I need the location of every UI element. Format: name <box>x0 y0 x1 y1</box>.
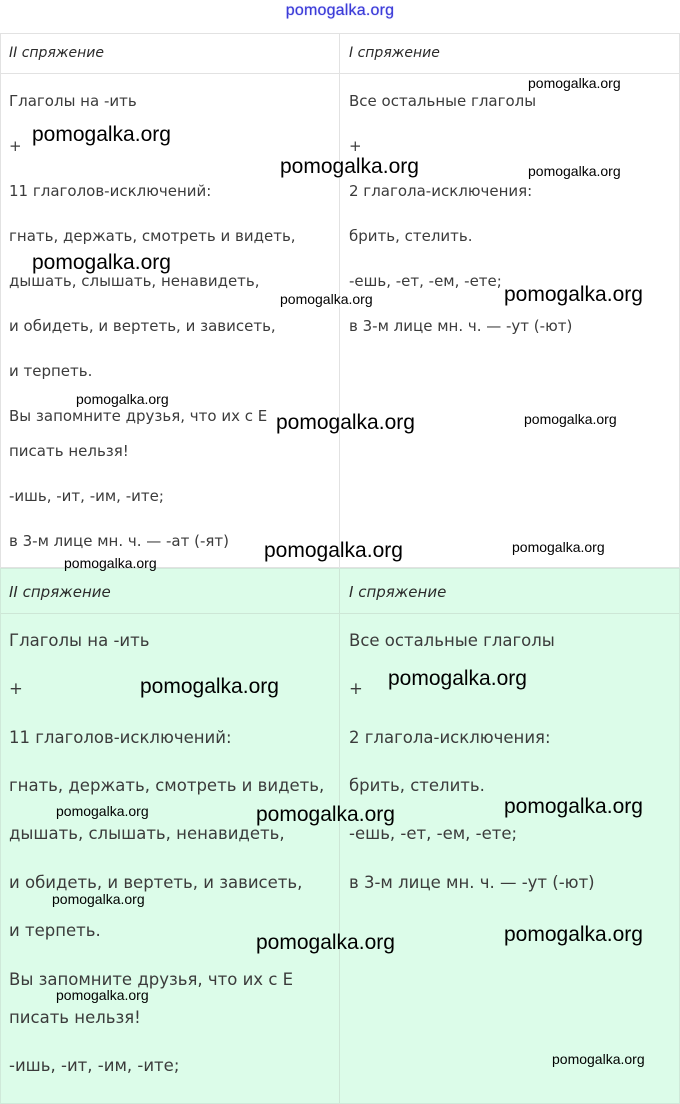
watermark: pomogalka.org <box>140 675 279 698</box>
watermark: pomogalka.org <box>256 931 395 954</box>
watermark: pomogalka.org <box>32 251 171 274</box>
watermark: pomogalka.org <box>52 891 145 907</box>
left-line: Глаголы на -ить <box>9 631 150 650</box>
header-second-conjugation: II спряжение <box>9 45 104 61</box>
watermark: pomogalka.org <box>264 539 403 562</box>
watermark: pomogalka.org <box>528 163 621 179</box>
watermark: pomogalka.org <box>504 283 643 306</box>
right-line: -ешь, -ет, -ем, -ете; <box>349 824 518 843</box>
watermark: pomogalka.org <box>280 155 419 178</box>
watermark: pomogalka.org <box>56 803 149 819</box>
right-line: -ешь, -ет, -ем, -ете; <box>349 272 502 290</box>
watermark: pomogalka.org <box>504 923 643 946</box>
left-line: дышать, слышать, ненавидеть, <box>9 272 260 290</box>
header-second-conjugation: II спряжение <box>9 583 111 601</box>
left-line: 11 глаголов-исключений: <box>9 182 212 200</box>
right-line: + <box>349 679 363 698</box>
left-line: в 3-м лице мн. ч. — -ат (-ят) <box>9 532 230 550</box>
right-line: в 3-м лице мн. ч. — -ут (-ют) <box>349 873 595 892</box>
left-line: гнать, держать, смотреть и видеть, <box>9 227 296 245</box>
watermark: pomogalka.org <box>528 75 621 91</box>
header-divider <box>1 613 679 614</box>
right-line: + <box>349 137 362 155</box>
conjugation-table-2 <box>0 568 680 1104</box>
left-line: Вы запомните друзья, что их с Е <box>9 970 294 989</box>
header-first-conjugation: I спряжение <box>349 45 440 61</box>
header-divider <box>1 73 679 74</box>
left-line: гнать, держать, смотреть и видеть, <box>9 776 325 795</box>
watermark: pomogalka.org <box>256 803 395 826</box>
column-divider <box>339 569 340 1103</box>
watermark: pomogalka.org <box>76 391 169 407</box>
right-line: брить, стелить. <box>349 776 485 795</box>
left-line: дышать, слышать, ненавидеть, <box>9 824 285 843</box>
right-line: Все остальные глаголы <box>349 631 555 650</box>
left-line: и обидеть, и вертеть, и зависеть, <box>9 873 303 892</box>
left-line: -ишь, -ит, -им, -ите; <box>9 1056 180 1075</box>
left-line: -ишь, -ит, -им, -ите; <box>9 487 164 505</box>
left-line: и терпеть. <box>9 362 93 380</box>
right-line: Все остальные глаголы <box>349 92 537 110</box>
right-line: 2 глагола-исключения: <box>349 182 533 200</box>
watermark: pomogalka.org <box>32 123 171 146</box>
header-first-conjugation: I спряжение <box>349 583 447 601</box>
watermark: pomogalka.org <box>280 291 373 307</box>
watermark: pomogalka.org <box>276 411 415 434</box>
left-line: писать нельзя! <box>9 1008 141 1027</box>
watermark: pomogalka.org <box>552 1051 645 1067</box>
left-line: и терпеть. <box>9 921 101 940</box>
site-title[interactable]: pomogalka.org <box>285 2 395 19</box>
watermark: pomogalka.org <box>388 667 527 690</box>
watermark: pomogalka.org <box>524 411 617 427</box>
left-line: и обидеть, и вертеть, и зависеть, <box>9 317 276 335</box>
watermark: pomogalka.org <box>504 795 643 818</box>
right-line: брить, стелить. <box>349 227 473 245</box>
watermark: pomogalka.org <box>64 555 157 571</box>
left-line: Глаголы на -ить <box>9 92 137 110</box>
right-line: в 3-м лице мн. ч. — -ут (-ют) <box>349 317 573 335</box>
left-line: писать нельзя! <box>9 442 129 460</box>
right-line: 2 глагола-исключения: <box>349 728 551 747</box>
watermark: pomogalka.org <box>56 987 149 1003</box>
left-line: Вы запомните друзья, что их с Е <box>9 407 268 425</box>
left-line: + <box>9 679 23 698</box>
watermark: pomogalka.org <box>512 539 605 555</box>
left-line: 11 глаголов-исключений: <box>9 728 232 747</box>
left-line: + <box>9 137 22 155</box>
